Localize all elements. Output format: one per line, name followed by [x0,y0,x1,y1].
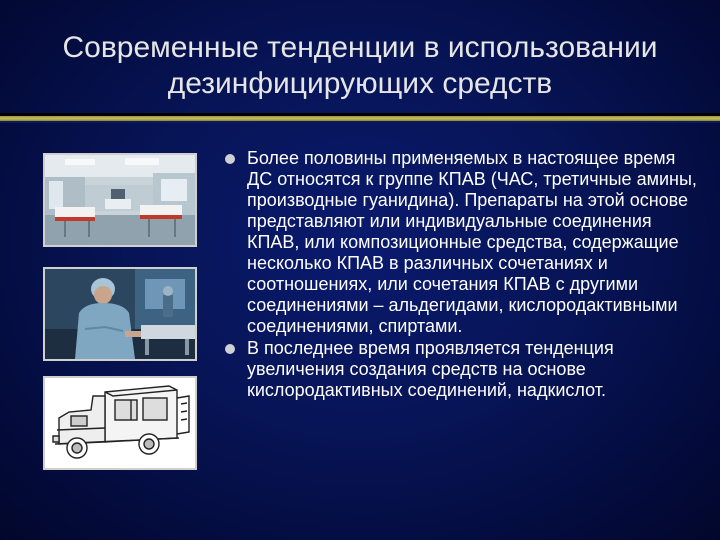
bullet-list [225,148,705,402]
bullet-item [225,338,705,401]
slide-title-line-1: Современные тенденции в использовании [62,31,658,64]
bullet-text: В последнее время проявляется тенденция увеличения создания средств на основе кислородактивных соединений, надкислот. [247,338,614,400]
bullet-dot-icon [225,154,235,164]
medical-staff-photo [43,267,197,361]
title-divider-bottom [0,121,720,123]
disinfection-truck-drawing [43,376,197,470]
bullet-text: Более половины применяемых в настоящее время ДС относятся к группе КПАВ (ЧАС, третичные амины, производные гуанидина). Препараты на этой основе представляют или индивидуальные соединения КПАВ, или композиционные средства, содержащие несколько КПАВ в различных сочетаниях и соотношениях, или сочетания КПАВ с другими соединениями – альдегидами, кислородактивными соединениями, спиртами. [247,148,697,336]
hospital-ward-photo [43,153,197,247]
bullet-dot-icon [225,344,235,354]
bullet-item [225,148,705,337]
slide-title [20,30,700,102]
slide-title-line-2: дезинфицирующих средств [167,67,553,100]
